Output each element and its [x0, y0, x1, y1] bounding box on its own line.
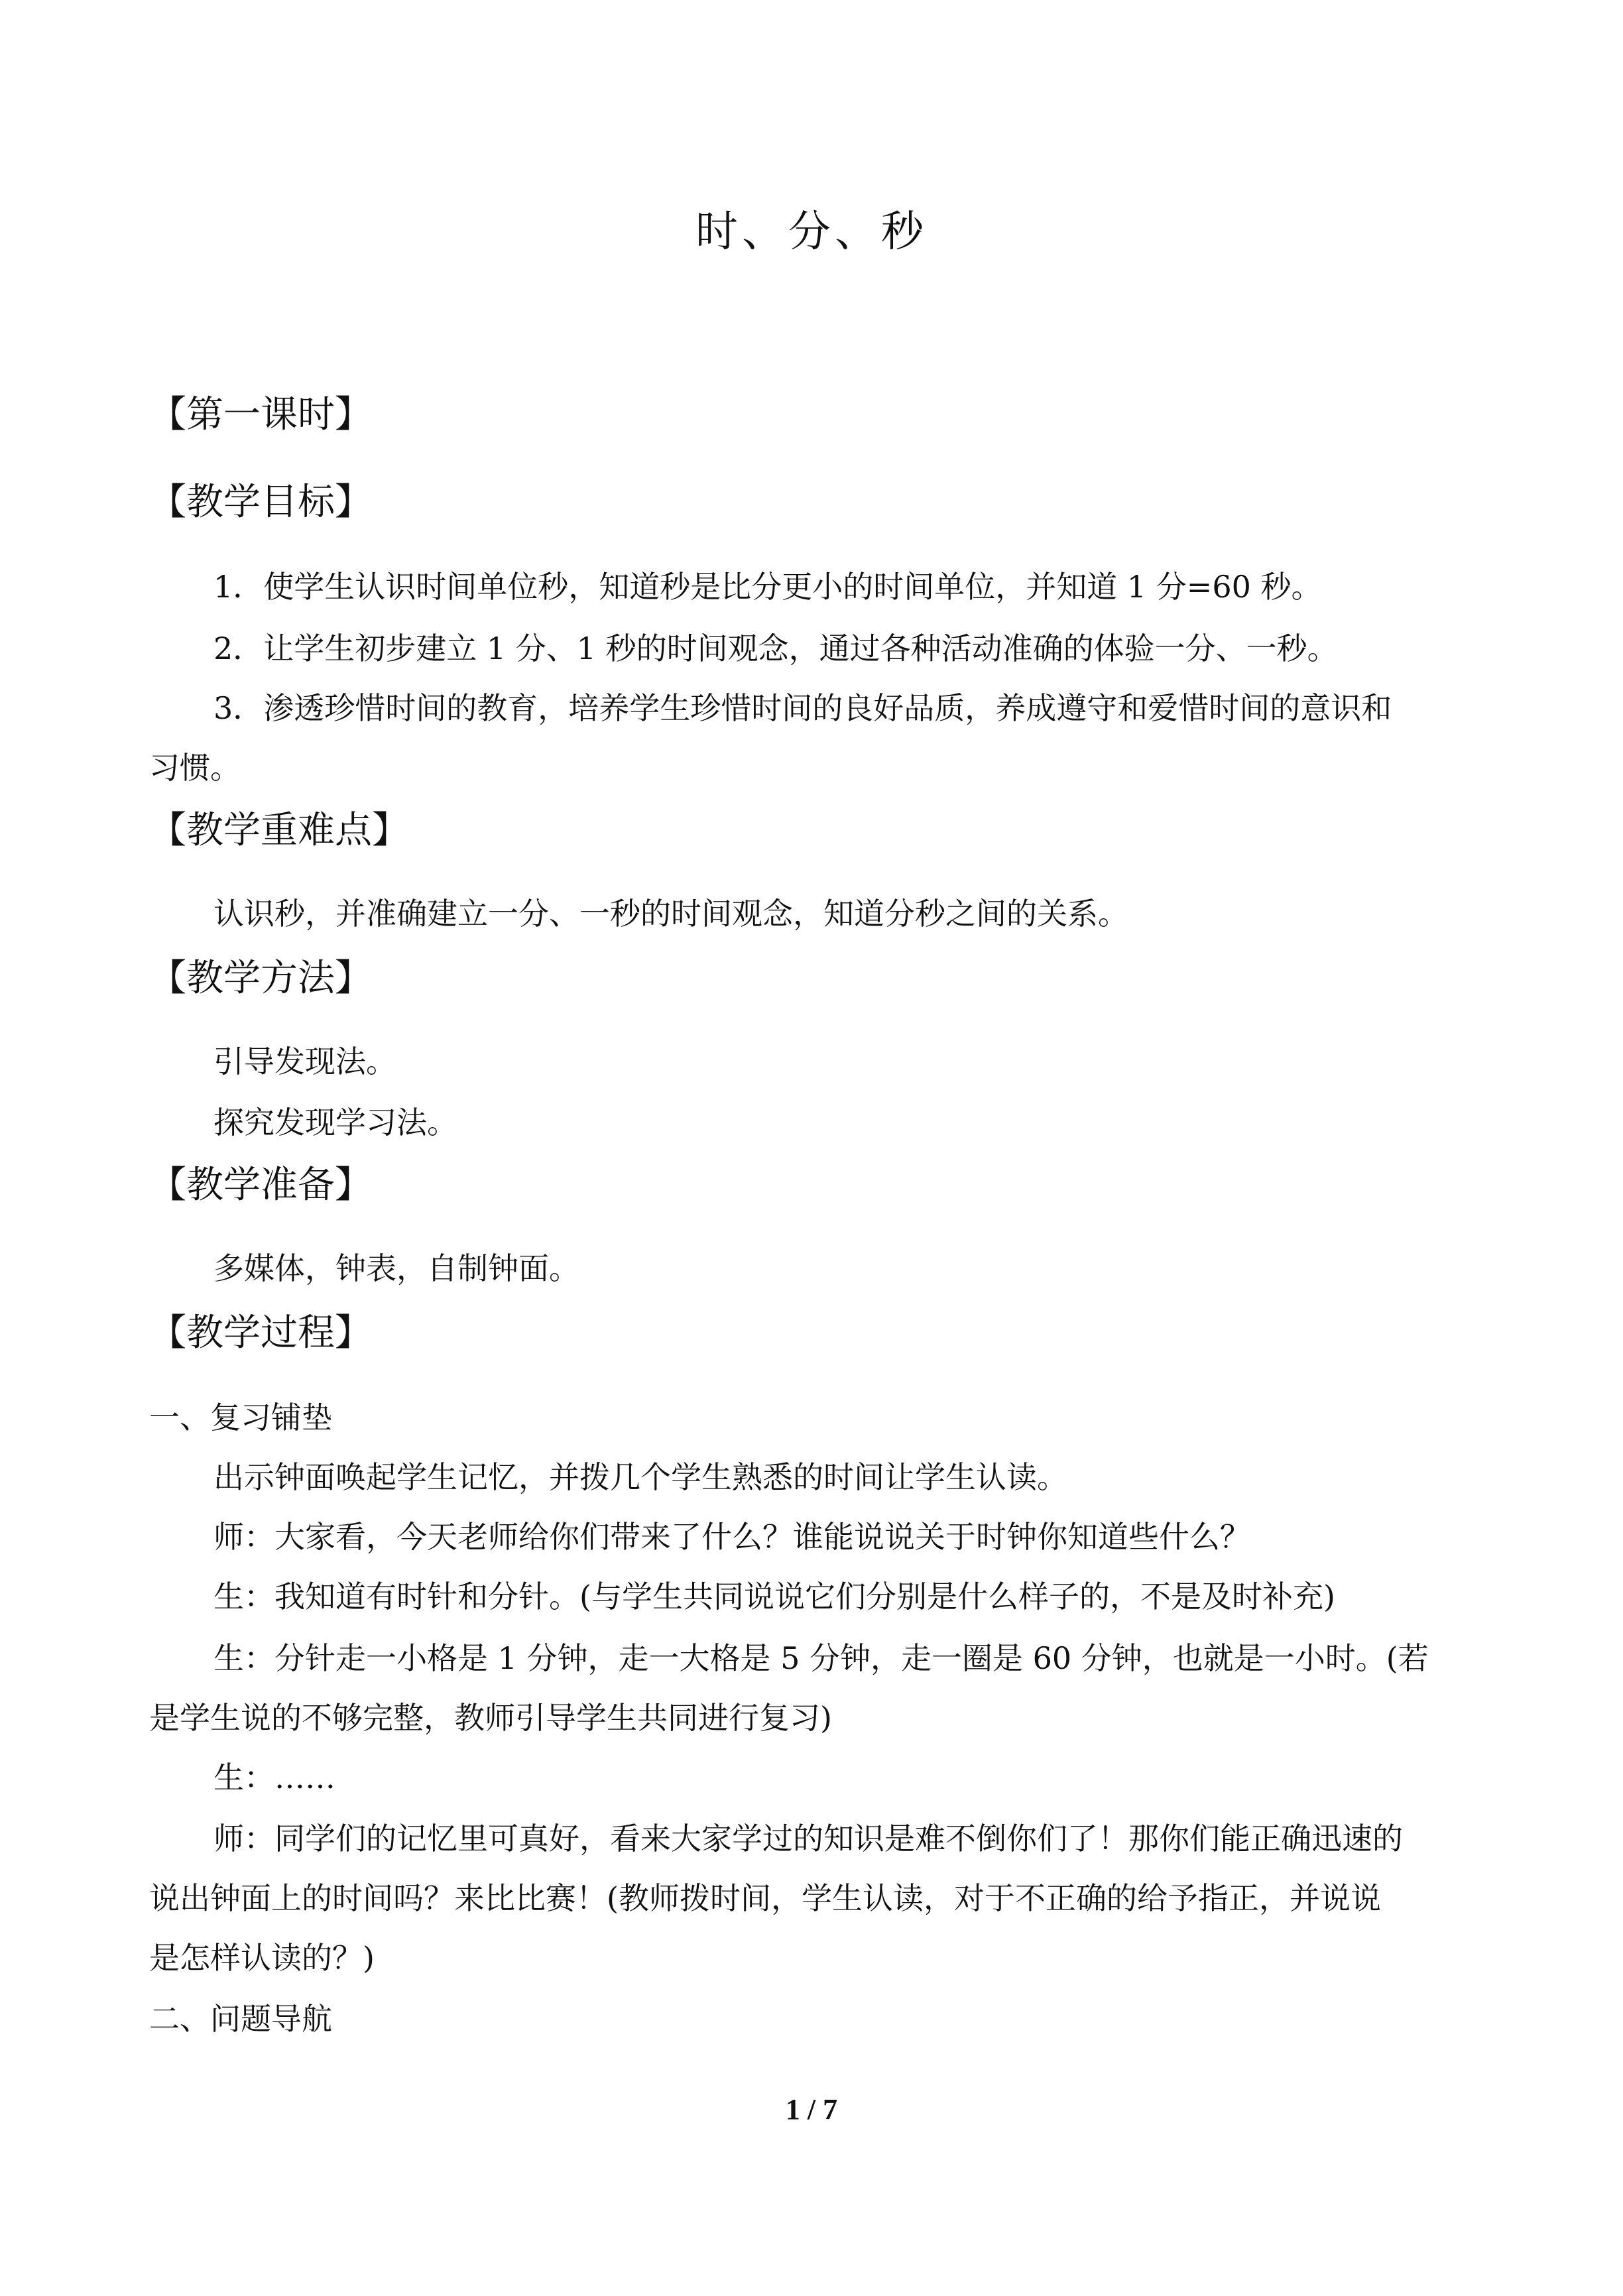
process-line-6-continued-2: 是怎样认读的？) — [149, 1940, 375, 1976]
process-part-1-title: 一、复习铺垫 — [149, 1400, 332, 1435]
process-line-6-continued: 说出钟面上的时间吗？来比比赛！(教师拨时间，学生认读，对于不正确的给予指正，并说说 — [149, 1880, 1381, 1916]
process-part-2-title: 二、问题导航 — [149, 2001, 332, 2037]
objective-item-3: 3．渗透珍惜时间的教育，培养学生珍惜时间的良好品质，养成遵守和爱惜时间的意识和 — [213, 690, 1392, 726]
process-line-5: 生：…… — [213, 1760, 335, 1795]
methods-heading: 【教学方法】 — [149, 957, 372, 1000]
process-line-2: 师：大家看，今天老师给你们带来了什么？谁能说说关于时钟你知道些什么？ — [213, 1519, 1250, 1555]
objective-item-2: 2．让学生初步建立 1 分、1 秒的时间观念，通过各种活动准确的体验一分、一秒。 — [213, 631, 1338, 666]
preparation-heading: 【教学准备】 — [149, 1164, 372, 1207]
process-line-6: 师：同学们的记忆里可真好，看来大家学过的知识是难不倒你们了！那你们能正确迅速的 — [213, 1821, 1403, 1856]
objectives-heading: 【教学目标】 — [149, 481, 372, 524]
process-line-4: 生：分针走一小格是 1 分钟，走一大格是 5 分钟，走一圈是 60 分钟，也就是一小时。(若 — [213, 1640, 1429, 1676]
preparation-text: 多媒体，钟表，自制钟面。 — [213, 1250, 579, 1286]
process-line-4-continued: 是学生说的不够完整，教师引导学生共同进行复习) — [149, 1700, 832, 1736]
objective-item-1: 1．使学生认识时间单位秒，知道秒是比分更小的时间单位，并知道 1 分=60 秒。 — [213, 569, 1322, 605]
document-title: 时、分、秒 — [695, 208, 928, 257]
key-points-heading: 【教学重难点】 — [149, 809, 409, 852]
page-number: 1 / 7 — [785, 2093, 838, 2126]
method-item-1: 引导发现法。 — [213, 1044, 396, 1079]
lesson-heading: 【第一课时】 — [149, 393, 372, 436]
key-points-text: 认识秒，并准确建立一分、一秒的时间观念，知道分秒之间的关系。 — [213, 896, 1128, 932]
process-heading: 【教学过程】 — [149, 1311, 372, 1355]
process-line-3: 生：我知道有时针和分针。(与学生共同说说它们分别是什么样子的，不是及时补充) — [213, 1579, 1335, 1614]
method-item-2: 探究发现学习法。 — [213, 1105, 457, 1140]
objective-item-3-continued: 习惯。 — [149, 750, 241, 786]
process-line-1: 出示钟面唤起学生记忆，并拨几个学生熟悉的时间让学生认读。 — [213, 1459, 1067, 1495]
